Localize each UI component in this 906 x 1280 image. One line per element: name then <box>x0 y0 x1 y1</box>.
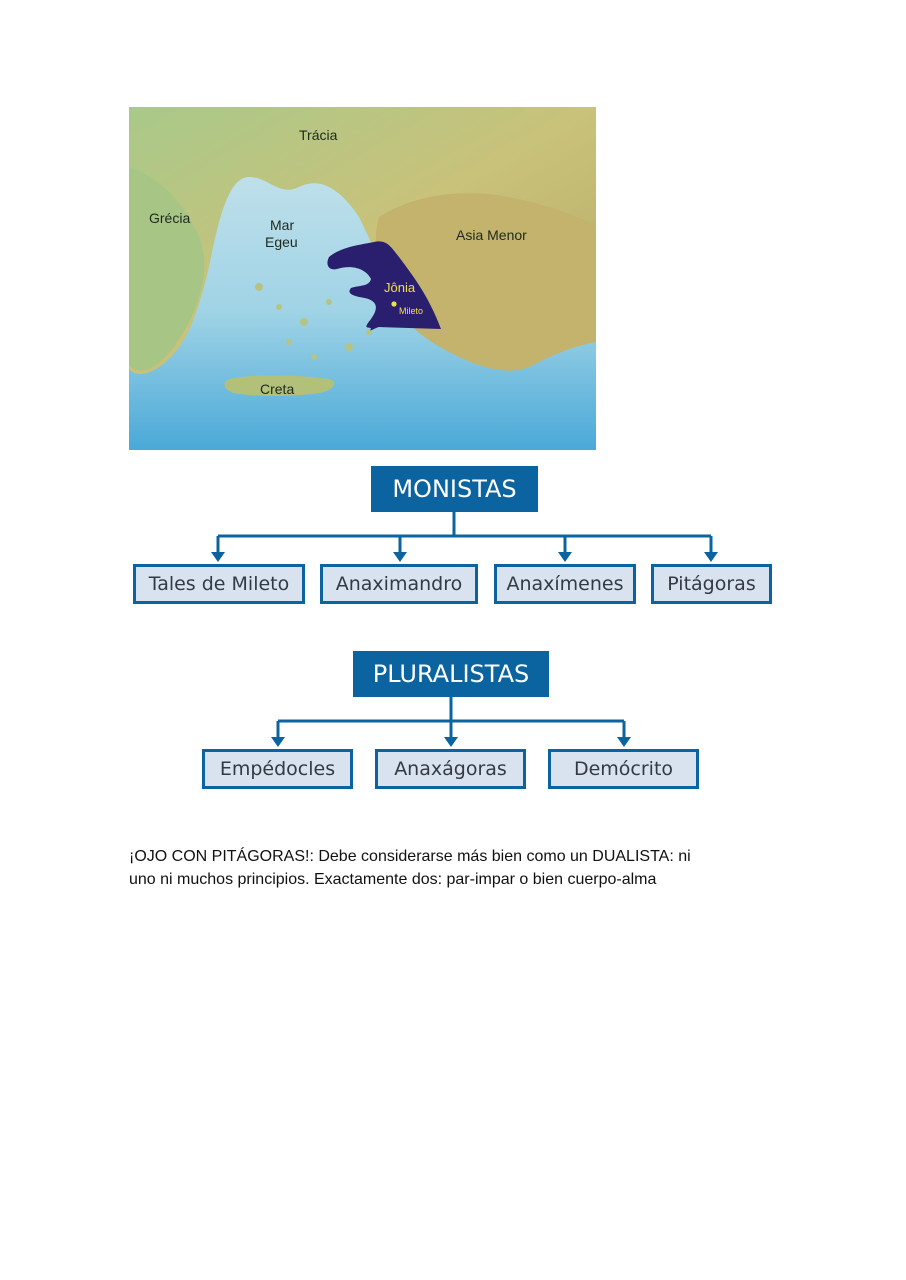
monistas-header: MONISTAS <box>371 466 538 512</box>
note-line-1: ¡OJO CON PITÁGORAS!: Debe considerarse más bien como un DUALISTA: ni <box>129 848 691 865</box>
label-creta: Creta <box>260 381 295 397</box>
label-grecia: Grécia <box>149 210 191 226</box>
monista-anaximandro: Anaximandro <box>320 564 478 604</box>
label-asia-menor: Asia Menor <box>456 227 527 243</box>
label-jonia: Jônia <box>384 280 416 295</box>
pluralistas-header: PLURALISTAS <box>353 651 549 697</box>
note-line-2: uno ni muchos principios. Exactamente dos: par-impar o bien cuerpo-alma <box>129 871 657 888</box>
pluralista-empedocles: Empédocles <box>202 749 353 789</box>
label-mileto: Mileto <box>399 306 424 316</box>
label-mar: Mar <box>270 217 295 233</box>
label-tracia: Trácia <box>299 127 338 143</box>
pitagoras-note <box>129 845 789 891</box>
pluralista-anaxagoras: Anaxágoras <box>375 749 526 789</box>
monista-anaximenes: Anaxímenes <box>494 564 636 604</box>
pluralista-democrito: Demócrito <box>548 749 699 789</box>
label-egeu: Egeu <box>265 234 298 250</box>
monista-tales: Tales de Mileto <box>133 564 305 604</box>
monista-pitagoras: Pitágoras <box>651 564 772 604</box>
